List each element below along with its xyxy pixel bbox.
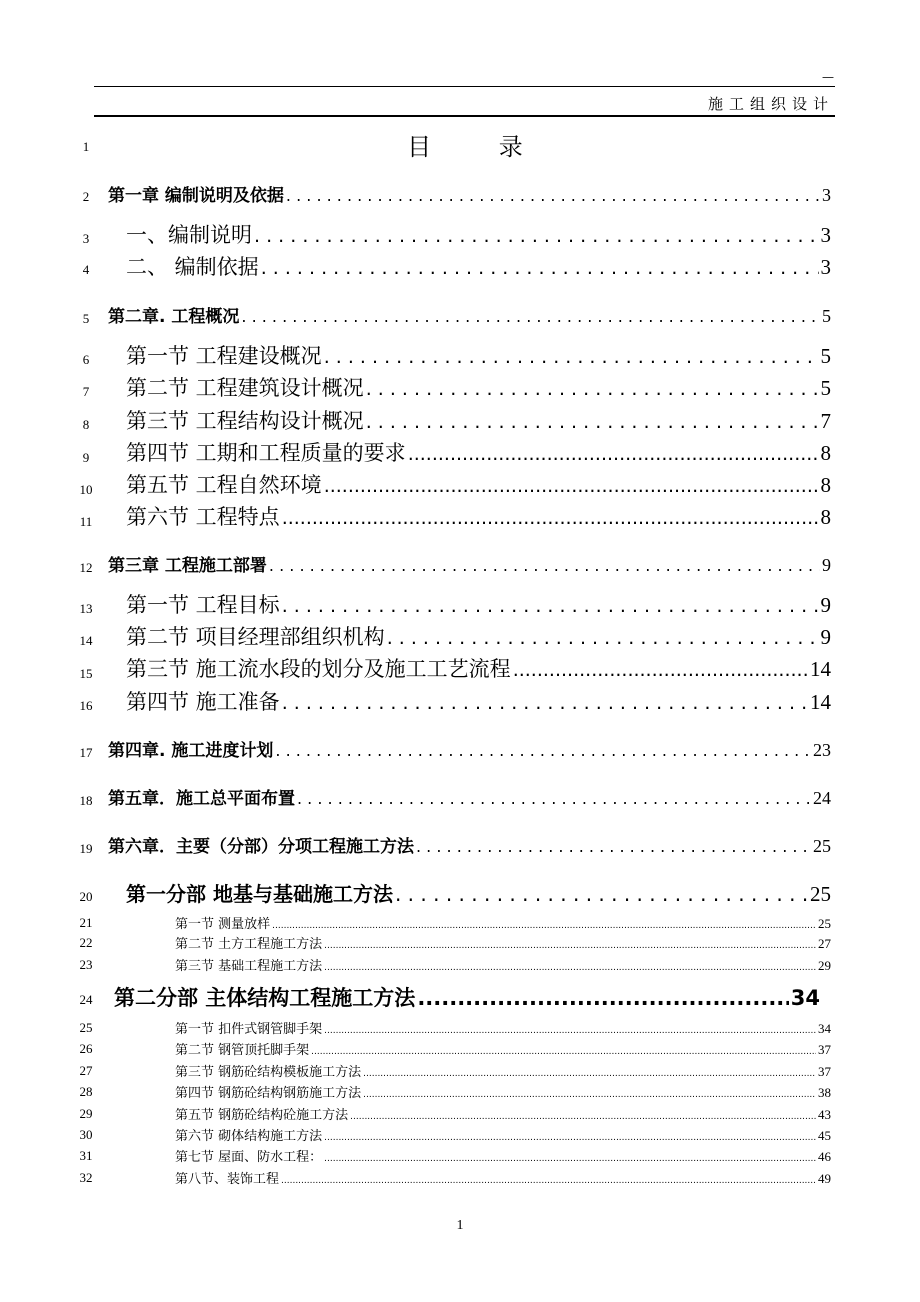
toc-entry-label: 第二章. 工程概况 xyxy=(108,307,240,327)
leader-dots xyxy=(241,307,820,326)
line-number: 19 xyxy=(79,841,93,856)
toc-entry-label: 二、 编制依据 xyxy=(126,255,259,279)
leader-dots xyxy=(297,789,811,808)
line-number: 26 xyxy=(79,1041,93,1056)
toc-entry-subsection[interactable] xyxy=(175,1082,831,1099)
toc-entry-label: 第六节 工程特点 xyxy=(126,505,280,529)
toc-entry-page: 45 xyxy=(818,1128,831,1142)
toc-entry-page: 8 xyxy=(820,441,831,465)
leader-dots xyxy=(324,963,816,972)
leader-dots xyxy=(281,1176,816,1185)
toc-entry-subsection[interactable] xyxy=(175,1125,831,1142)
line-number: 22 xyxy=(79,935,93,950)
toc-entry-page: 34 xyxy=(818,1021,831,1035)
line-number: 32 xyxy=(79,1170,93,1185)
toc-entry-page: 29 xyxy=(818,958,831,972)
toc-entry-label: 第二节 项目经理部组织机构 xyxy=(126,625,385,649)
toc-entry-chapter[interactable] xyxy=(108,302,831,328)
leader-dots xyxy=(408,443,819,465)
line-number: 14 xyxy=(79,633,93,648)
toc-entry-section[interactable] xyxy=(126,653,831,683)
toc-entry-label: 第二节 钢管顶托脚手架 xyxy=(175,1043,310,1056)
toc-entry-label: 第六章．主要（分部）分项工程施工方法 xyxy=(108,837,414,857)
toc-entry-chapter[interactable] xyxy=(108,736,831,762)
toc-entry-subsection[interactable] xyxy=(175,913,831,930)
toc-title: 目 录 xyxy=(407,133,553,161)
toc-entry-page: 5 xyxy=(820,376,831,400)
toc-entry-page: 49 xyxy=(818,1171,831,1185)
toc-entry-page: 3 xyxy=(820,255,831,279)
toc-entry-subsection[interactable] xyxy=(175,933,831,950)
leader-dots xyxy=(350,1112,816,1121)
toc-entry-label: 第三章 工程施工部署 xyxy=(108,556,267,576)
toc-entry-label: 第七节 屋面、防水工程： xyxy=(175,1150,323,1163)
toc-entry-chapter[interactable] xyxy=(108,181,831,207)
toc-entry-label: 第一节 工程目标 xyxy=(126,593,280,617)
leader-dots xyxy=(254,225,819,247)
line-number: 1 xyxy=(82,139,90,154)
toc-entry-section[interactable] xyxy=(126,340,831,370)
toc-entry-page: 14 xyxy=(810,690,831,714)
toc-entry-label: 第三节 工程结构设计概况 xyxy=(126,409,364,433)
toc-entry-part[interactable] xyxy=(114,982,820,1012)
leader-dots xyxy=(282,595,819,617)
toc-entry-label: 第五章．施工总平面布置 xyxy=(108,789,295,809)
toc-entry-subsection[interactable] xyxy=(175,1168,831,1185)
leader-dots xyxy=(272,921,816,930)
line-number: 20 xyxy=(79,889,93,904)
line-number: 2 xyxy=(82,189,90,204)
line-number: 31 xyxy=(79,1148,93,1163)
line-number: 6 xyxy=(82,352,90,367)
toc-entry-label: 第三节 施工流水段的划分及施工工艺流程 xyxy=(126,657,511,681)
leader-dots xyxy=(366,411,819,433)
leader-dots xyxy=(513,659,808,681)
line-number: 4 xyxy=(82,262,90,277)
toc-entry-page: 34 xyxy=(790,986,820,1010)
header-rule-top xyxy=(94,86,835,87)
toc-entry-label: 第三节 基础工程施工方法 xyxy=(175,959,323,972)
header-dash: — xyxy=(822,70,834,84)
toc-entry-page: 43 xyxy=(818,1107,831,1121)
line-number: 5 xyxy=(82,311,90,326)
toc-entry-page: 25 xyxy=(813,836,831,856)
leader-dots xyxy=(324,1133,816,1142)
leader-dots xyxy=(387,627,819,649)
line-number: 10 xyxy=(79,482,93,497)
line-number: 30 xyxy=(79,1127,93,1142)
leader-dots xyxy=(286,186,820,205)
line-number: 15 xyxy=(79,666,93,681)
toc-entry-section[interactable] xyxy=(126,686,831,716)
line-number: 11 xyxy=(79,514,93,529)
toc-entry-section[interactable] xyxy=(126,219,831,249)
leader-dots xyxy=(282,507,819,529)
line-number: 17 xyxy=(79,745,93,760)
toc-entry-section[interactable] xyxy=(126,437,831,467)
toc-entry-label: 第四节 钢筋砼结构钢筋施工方法 xyxy=(175,1086,362,1099)
leader-dots xyxy=(261,257,819,279)
toc-entry-label: 第四节 工期和工程质量的要求 xyxy=(126,441,406,465)
toc-entry-section[interactable] xyxy=(126,589,831,619)
toc-entry-label: 第四节 施工准备 xyxy=(126,690,280,714)
toc-entry-label: 第二节 工程建筑设计概况 xyxy=(126,376,364,400)
leader-dots xyxy=(311,1047,816,1056)
leader-dots xyxy=(282,692,808,714)
toc-entry-label: 第一章 编制说明及依据 xyxy=(108,186,284,206)
line-number: 24 xyxy=(79,992,93,1007)
line-number: 29 xyxy=(79,1106,93,1121)
leader-dots xyxy=(363,1069,816,1078)
leader-dots xyxy=(324,941,816,950)
line-number: 23 xyxy=(79,957,93,972)
toc-entry-part[interactable] xyxy=(126,878,831,908)
toc-entry-label: 第四章. 施工进度计划 xyxy=(108,741,274,761)
toc-entry-label: 第一节 工程建设概况 xyxy=(126,344,322,368)
toc-entry-label: 第二节 土方工程施工方法 xyxy=(175,937,323,950)
toc-entry-page: 23 xyxy=(813,740,831,760)
line-number: 16 xyxy=(79,698,93,713)
toc-entry-label: 第一节 测量放样 xyxy=(175,917,271,930)
toc-entry-subsection[interactable] xyxy=(175,1039,831,1056)
toc-entry-page: 9 xyxy=(822,555,831,575)
toc-entry-section[interactable] xyxy=(126,372,831,402)
line-number: 28 xyxy=(79,1084,93,1099)
toc-entry-page: 3 xyxy=(820,223,831,247)
toc-entry-page: 46 xyxy=(818,1149,831,1163)
toc-entry-label: 第五节 钢筋砼结构砼施工方法 xyxy=(175,1108,349,1121)
toc-entry-label: 第三节 钢筋砼结构模板施工方法 xyxy=(175,1065,362,1078)
leader-dots xyxy=(416,837,811,856)
toc-entry-chapter[interactable] xyxy=(108,784,831,810)
toc-entry-page: 9 xyxy=(820,593,831,617)
footer-page-number: 1 xyxy=(456,1218,464,1233)
line-number: 9 xyxy=(82,450,90,465)
leader-dots xyxy=(324,1154,816,1163)
toc-entry-page: 5 xyxy=(822,306,831,326)
leader-dots xyxy=(366,378,819,400)
leader-dots xyxy=(324,346,819,368)
toc-entry-page: 38 xyxy=(818,1085,831,1099)
toc-entry-page: 24 xyxy=(813,788,831,808)
line-number: 7 xyxy=(82,384,90,399)
line-number: 18 xyxy=(79,793,93,808)
toc-entry-page: 27 xyxy=(818,936,831,950)
toc-entry-subsection[interactable] xyxy=(175,1146,831,1163)
line-number: 3 xyxy=(82,231,90,246)
toc-entry-subsection[interactable] xyxy=(175,1104,831,1121)
toc-entry-page: 25 xyxy=(810,882,831,906)
leader-dots xyxy=(324,475,819,497)
line-number: 13 xyxy=(79,601,93,616)
toc-entry-subsection[interactable] xyxy=(175,1061,831,1078)
line-number: 27 xyxy=(79,1063,93,1078)
toc-entry-page: 37 xyxy=(818,1042,831,1056)
toc-entry-page: 5 xyxy=(820,344,831,368)
leader-dots xyxy=(363,1090,816,1099)
toc-entry-section[interactable] xyxy=(126,405,831,435)
toc-entry-page: 14 xyxy=(810,657,831,681)
toc-entry-label: 第六节 砌体结构施工方法 xyxy=(175,1129,323,1142)
toc-entry-section[interactable] xyxy=(126,501,831,531)
leader-dots xyxy=(324,1026,816,1035)
toc-entry-label: 一、编制说明 xyxy=(126,223,252,247)
line-number: 21 xyxy=(79,915,93,930)
line-number: 25 xyxy=(79,1020,93,1035)
toc-entry-section[interactable] xyxy=(126,251,831,281)
leader-dots xyxy=(417,986,788,1010)
leader-dots xyxy=(269,556,820,575)
toc-entry-section[interactable] xyxy=(126,621,831,651)
toc-entry-page: 25 xyxy=(818,916,831,930)
header-title: 施工组织设计 xyxy=(707,95,834,113)
toc-entry-page: 8 xyxy=(820,473,831,497)
toc-entry-label: 第五节 工程自然环境 xyxy=(126,473,322,497)
header-rule-bottom xyxy=(94,115,835,117)
toc-entry-chapter[interactable] xyxy=(108,551,831,577)
toc-entry-page: 37 xyxy=(818,1064,831,1078)
toc-entry-label: 第一分部 地基与基础施工方法 xyxy=(126,882,393,906)
toc-entry-label: 第一节 扣件式钢管脚手架 xyxy=(175,1022,323,1035)
toc-entry-page: 7 xyxy=(820,409,831,433)
toc-entry-label: 第二分部 主体结构工程施工方法 xyxy=(114,986,416,1010)
line-number: 12 xyxy=(79,560,93,575)
toc-entry-section[interactable] xyxy=(126,469,831,499)
line-number: 8 xyxy=(82,417,90,432)
leader-dots xyxy=(395,882,808,906)
toc-entry-page: 9 xyxy=(820,625,831,649)
toc-entry-subsection[interactable] xyxy=(175,955,831,972)
toc-entry-chapter[interactable] xyxy=(108,832,831,858)
leader-dots xyxy=(275,741,811,760)
toc-entry-subsection[interactable] xyxy=(175,1018,831,1035)
toc-entry-label: 第八节、装饰工程 xyxy=(175,1172,280,1185)
toc-entry-page: 3 xyxy=(822,185,831,205)
toc-entry-page: 8 xyxy=(820,505,831,529)
